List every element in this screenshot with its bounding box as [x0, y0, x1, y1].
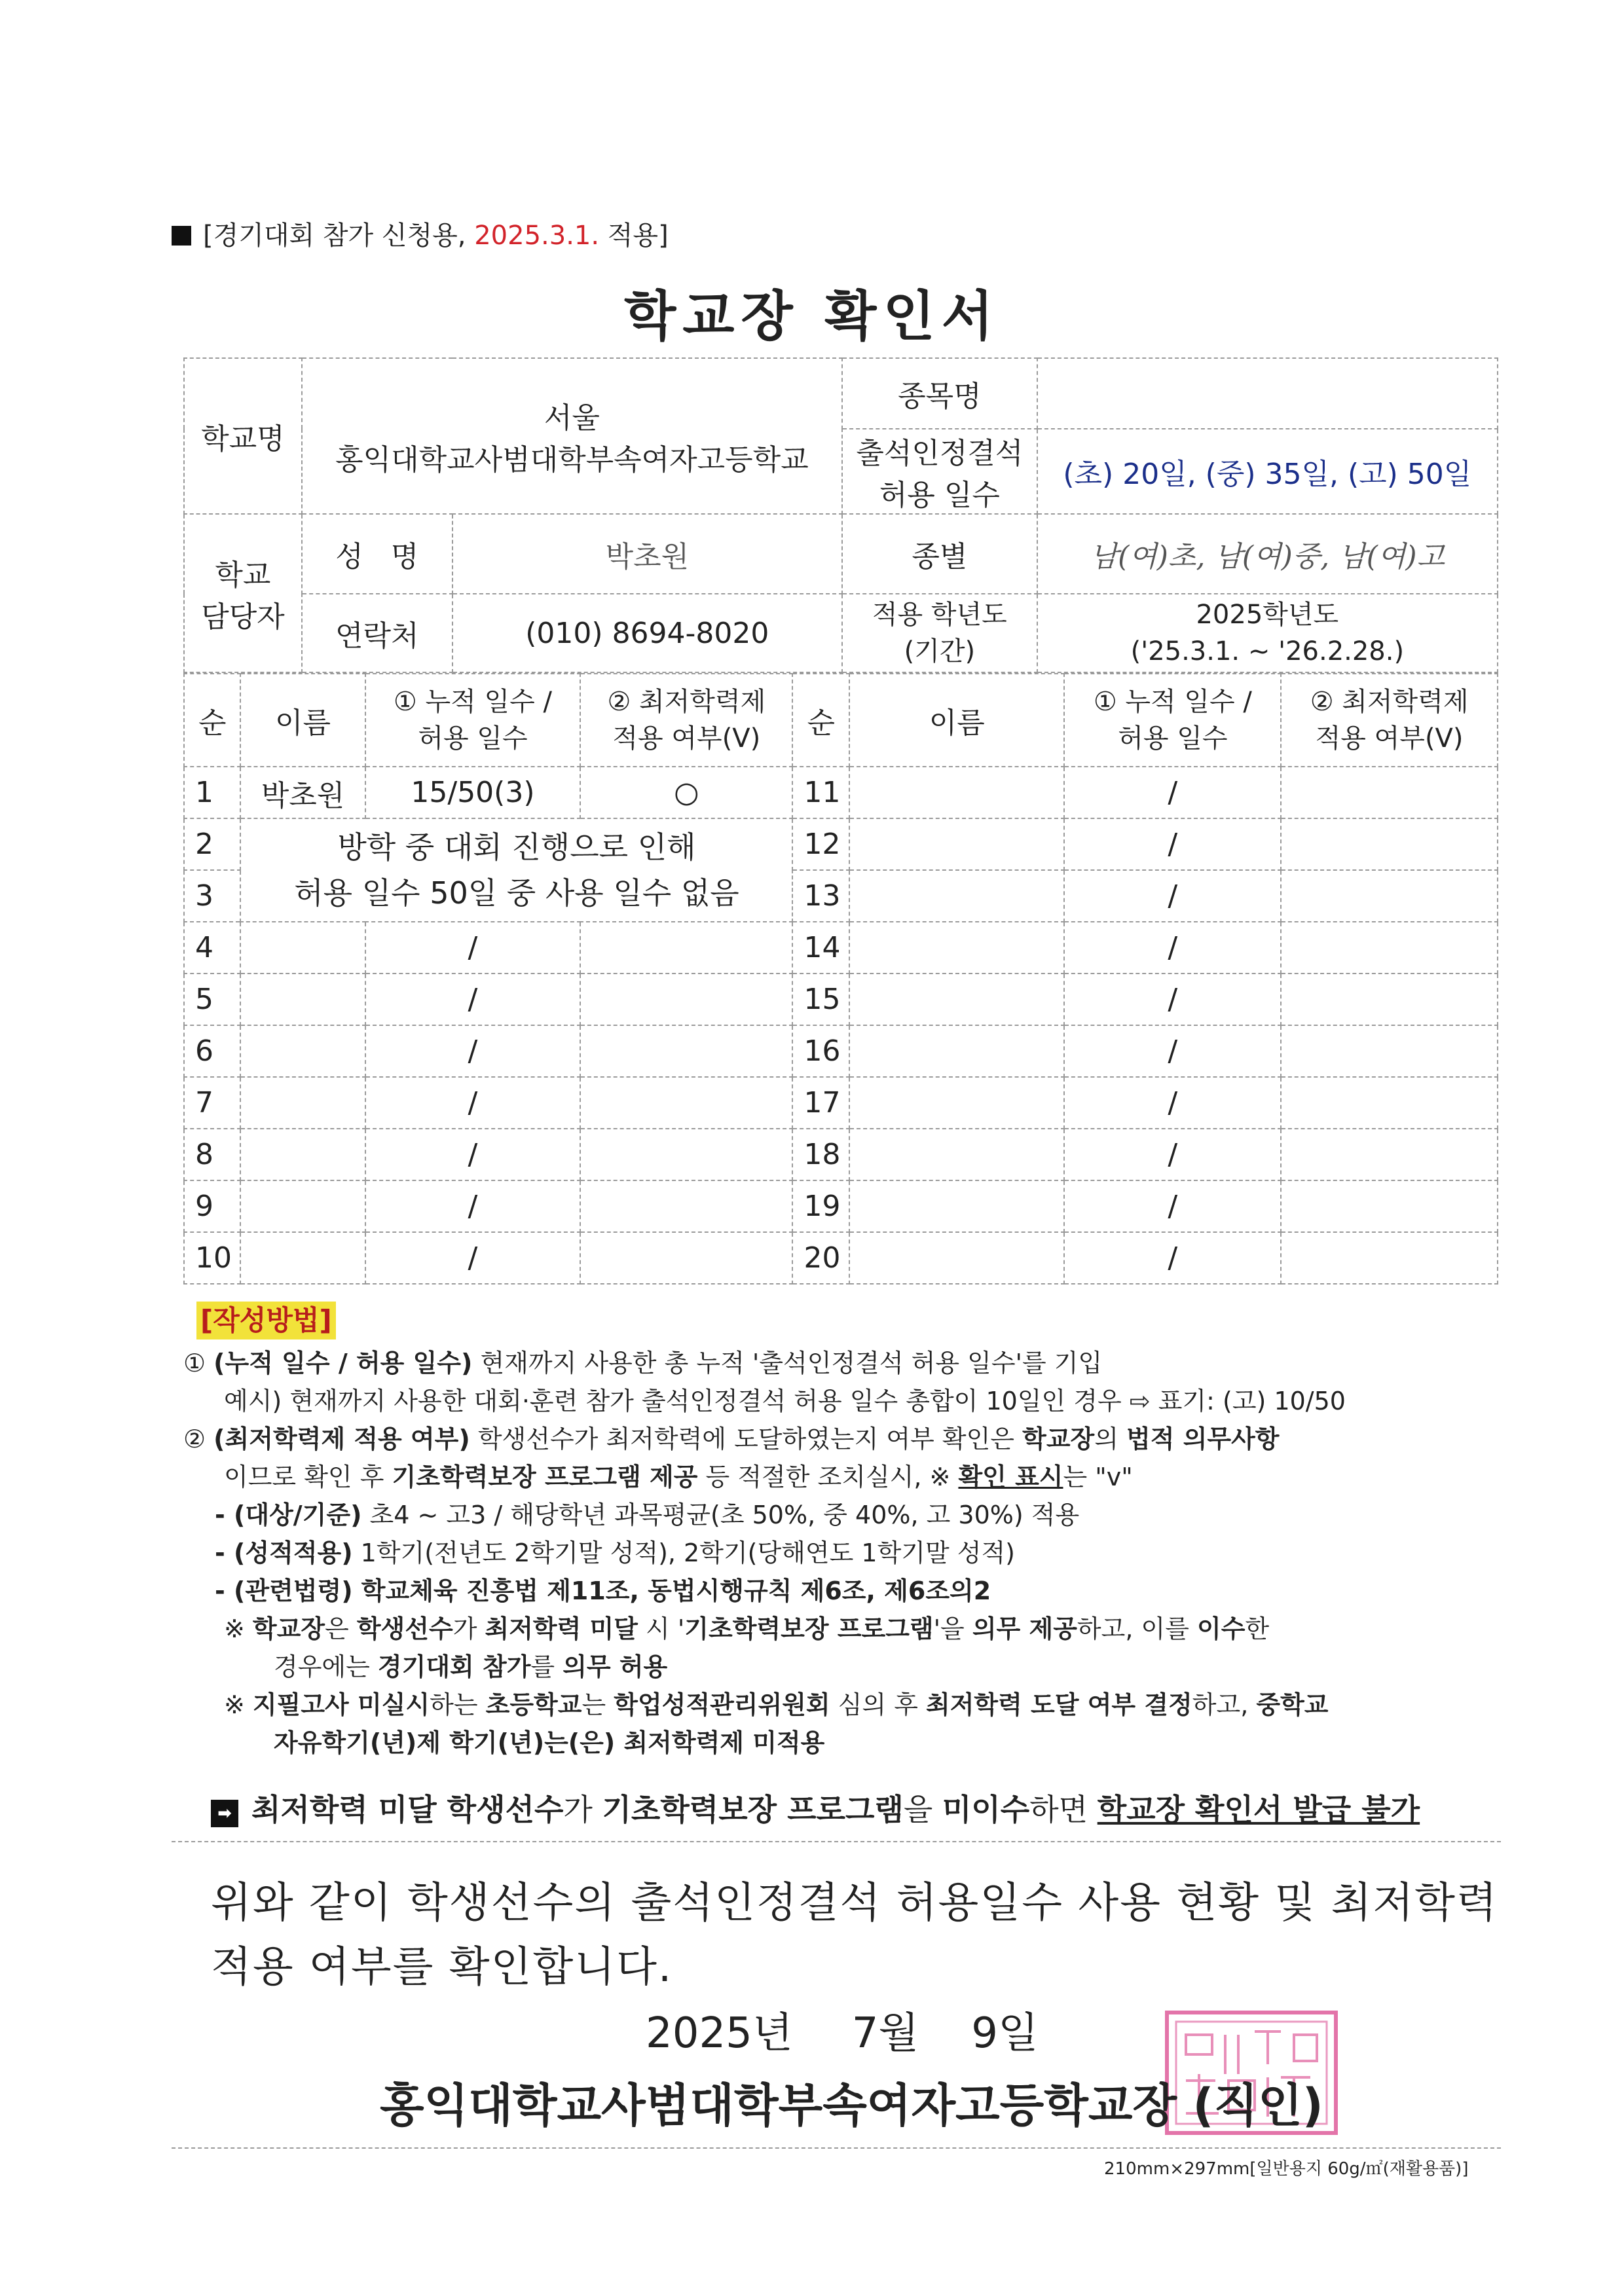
school-name-cell — [302, 358, 842, 514]
paper-spec-footer: 210mm×297mm[일반용지 60g/㎡(재활용품)] — [1104, 2159, 1469, 2179]
row-days[interactable]: / — [1064, 1232, 1281, 1284]
row-min-check[interactable] — [1281, 1077, 1498, 1129]
detail-target: - (대상/기준) 초4 ~ 고3 / 해당학년 과목평균(초 50%, 중 40%, 고 30%) 적용 — [215, 1501, 1080, 1529]
row-min-check[interactable] — [1281, 818, 1498, 870]
handwritten-note — [240, 818, 792, 922]
row-min-check[interactable] — [1281, 1025, 1498, 1077]
year-label: 적용 학년도 (기간) — [842, 594, 1037, 672]
date-month: 7월 — [851, 2009, 919, 2058]
row-days[interactable]: / — [365, 922, 581, 974]
row-days[interactable]: / — [1064, 818, 1281, 870]
note-1: ※ 학교장은 학생선수가 최저학력 미달 시 '기초학력보장 프로그램'을 의무 제공하고, 이를 이수한 — [224, 1614, 1270, 1643]
row-days[interactable]: / — [365, 1025, 581, 1077]
table-row — [184, 922, 1498, 974]
table-row — [184, 1232, 1498, 1284]
row-min-check[interactable] — [580, 1180, 792, 1232]
name-header: 이름 — [849, 674, 1065, 767]
detail-law: - (관련법령) 학교체육 진흥법 제11조, 동법시행규칙 제6조, 제6조의2 — [215, 1576, 991, 1605]
note-2: ※ 지필고사 미실시하는 초등학교는 학업성적관리위원회 심의 후 최저학력 도달 여부 결정하고, 중학교 — [224, 1690, 1329, 1719]
row-min-check[interactable] — [1281, 1180, 1498, 1232]
signer-name: 홍익대학교사범대학부속여자고등학교장 (직인) — [380, 2079, 1323, 2132]
absence-days-value: (초) 20일, (중) 35일, (고) 50일 — [1037, 429, 1498, 514]
manager-label: 학교 담당자 — [184, 514, 302, 672]
row-seq: 3 — [184, 870, 240, 922]
row-name[interactable] — [849, 974, 1065, 1025]
row-seq: 19 — [792, 1180, 849, 1232]
note-2-cont: 자유학기(년)제 학기(년)는(은) 최저학력제 미적용 — [274, 1728, 825, 1757]
table-row — [184, 818, 1498, 870]
row-days[interactable]: / — [365, 1077, 581, 1129]
row-days[interactable]: 15/50(3) — [365, 767, 581, 818]
contact-label: 연락처 — [302, 594, 452, 672]
table-row — [184, 1025, 1498, 1077]
row-min-check[interactable] — [1281, 1232, 1498, 1284]
row-seq: 1 — [184, 767, 240, 818]
instructions — [183, 1302, 1513, 1762]
row-seq: 16 — [792, 1025, 849, 1077]
school-label: 학교명 — [184, 358, 302, 514]
row-days[interactable]: / — [1064, 870, 1281, 922]
row-seq: 10 — [184, 1232, 240, 1284]
page-title: 학교장 확인서 — [624, 285, 1000, 348]
row-min-check[interactable] — [580, 1025, 792, 1077]
row-days[interactable]: / — [365, 1129, 581, 1180]
detail-grade: - (성적적용) 1학기(전년도 2학기말 성적), 2학기(당해연도 1학기말 성적) — [215, 1539, 1016, 1567]
row-min-check[interactable] — [580, 1232, 792, 1284]
row-name[interactable] — [849, 870, 1065, 922]
row-name[interactable] — [849, 922, 1065, 974]
row-seq: 2 — [184, 818, 240, 870]
divider — [172, 2147, 1501, 2149]
row-seq: 17 — [792, 1077, 849, 1129]
table-row — [184, 767, 1498, 818]
contact-value[interactable]: (010) 8694-8020 — [452, 594, 842, 672]
row-name[interactable] — [240, 1129, 365, 1180]
manager-name-label: 성 명 — [302, 514, 452, 594]
school-name: 홍익대학교사범대학부속여자고등학교 — [335, 443, 809, 477]
note-line-2: 허용 일수 50일 중 사용 일수 없음 — [294, 875, 739, 911]
row-days[interactable]: / — [1064, 1077, 1281, 1129]
row-name[interactable] — [240, 974, 365, 1025]
year-value: 2025학년도 ('25.3.1. ~ '26.2.28.) — [1037, 594, 1498, 672]
row-name[interactable]: 박초원 — [240, 767, 365, 818]
row-days[interactable]: / — [1064, 1025, 1281, 1077]
table-row — [184, 1180, 1498, 1232]
type-label: 종별 — [842, 514, 1037, 594]
row-days[interactable]: / — [1064, 767, 1281, 818]
row-seq: 12 — [792, 818, 849, 870]
row-min-check[interactable] — [1281, 1129, 1498, 1180]
table-row — [184, 1077, 1498, 1129]
notice: ➡ 최저학력 미달 학생선수가 기초학력보장 프로그램을 미이수하면 학교장 확인서 발급 불가 — [211, 1786, 1420, 1829]
row-name[interactable] — [849, 1025, 1065, 1077]
row-days[interactable]: / — [1064, 1129, 1281, 1180]
event-label: 종목명 — [842, 358, 1037, 429]
name-header: 이름 — [240, 674, 365, 767]
instruction-1: ① (누적 일수 / 허용 일수) 현재까지 사용한 총 누적 '출석인정결석 허용 일수'를 기입 — [183, 1349, 1103, 1377]
row-name[interactable] — [849, 818, 1065, 870]
row-min-check[interactable] — [1281, 974, 1498, 1025]
row-name[interactable] — [240, 1025, 365, 1077]
row-days[interactable]: / — [1064, 1180, 1281, 1232]
min-header: ② 최저학력제 적용 여부(V) — [1281, 674, 1498, 767]
row-min-check[interactable] — [1281, 767, 1498, 818]
row-days[interactable]: / — [365, 1180, 581, 1232]
instruction-1-example: 예시) 현재까지 사용한 대회·훈련 참가 출석인정결석 허용 일수 총합이 10일인 경우 ⇨ 표기: (고) 10/50 — [224, 1387, 1346, 1415]
row-name[interactable] — [240, 1232, 365, 1284]
row-seq: 18 — [792, 1129, 849, 1180]
row-seq: 14 — [792, 922, 849, 974]
row-min-check[interactable]: ○ — [580, 767, 792, 818]
instruction-2: ② (최저학력제 적용 여부) 학생선수가 최저학력에 도달하였는지 여부 확인은 학교장의 법적 의무사항 — [183, 1425, 1280, 1453]
absence-label: 출석인정결석 허용 일수 — [842, 429, 1037, 514]
row-name[interactable] — [849, 1180, 1065, 1232]
row-days[interactable]: / — [1064, 974, 1281, 1025]
row-seq: 5 — [184, 974, 240, 1025]
square-bullet-icon — [172, 226, 191, 246]
row-seq: 9 — [184, 1180, 240, 1232]
row-name[interactable] — [240, 1077, 365, 1129]
arrow-box-icon: ➡ — [211, 1800, 238, 1827]
row-seq: 20 — [792, 1232, 849, 1284]
note-line-1: 방학 중 대회 진행으로 인해 — [337, 829, 696, 865]
days-header: ① 누적 일수 / 허용 일수 — [1064, 674, 1281, 767]
row-min-check[interactable] — [580, 1129, 792, 1180]
row-seq: 8 — [184, 1129, 240, 1180]
event-value[interactable] — [1037, 358, 1498, 429]
row-min-check[interactable] — [1281, 922, 1498, 974]
manager-name-value[interactable]: 박초원 — [452, 514, 842, 594]
seq-header: 순 — [792, 674, 849, 767]
days-header: ① 누적 일수 / 허용 일수 — [365, 674, 581, 767]
seq-header: 순 — [184, 674, 240, 767]
school-info-table — [183, 357, 1498, 673]
divider — [172, 1841, 1501, 1842]
date-year: 2025년 — [646, 2009, 793, 2058]
table-row — [184, 1129, 1498, 1180]
row-seq: 7 — [184, 1077, 240, 1129]
type-value[interactable]: 남(여)초, 남(여)중, 남(여)고 — [1037, 514, 1498, 594]
row-min-check[interactable] — [1281, 870, 1498, 922]
row-days[interactable]: / — [365, 974, 581, 1025]
table-row — [184, 974, 1498, 1025]
instructions-heading: [작성방법] — [196, 1302, 336, 1339]
instruction-2-cont: 이므로 확인 후 기초학력보장 프로그램 제공 등 적절한 조치실시, ※ 확인 표시는 "v" — [224, 1463, 1133, 1491]
confirmation-text: 위와 같이 학생선수의 출석인정결석 허용일수 사용 현황 및 최저학력 적용 여부를 확인합니다. — [211, 1879, 1498, 1992]
note-1-cont: 경우에는 경기대회 참가를 의무 허용 — [274, 1652, 668, 1681]
row-name[interactable] — [240, 922, 365, 974]
row-min-check[interactable] — [580, 1077, 792, 1129]
min-header: ② 최저학력제 적용 여부(V) — [580, 674, 792, 767]
header-note: [경기대회 참가 신청용, 2025.3.1. 적용] — [172, 215, 669, 252]
issue-date — [646, 1999, 1039, 2060]
row-min-check[interactable] — [580, 974, 792, 1025]
row-seq: 6 — [184, 1025, 240, 1077]
row-seq: 11 — [792, 767, 849, 818]
row-seq: 4 — [184, 922, 240, 974]
row-name[interactable] — [849, 1129, 1065, 1180]
row-name[interactable] — [849, 1232, 1065, 1284]
row-seq: 15 — [792, 974, 849, 1025]
row-days[interactable]: / — [365, 1232, 581, 1284]
student-table — [183, 673, 1498, 1285]
row-name[interactable] — [849, 1077, 1065, 1129]
row-min-check[interactable] — [580, 922, 792, 974]
header-date: 2025.3.1. — [474, 221, 600, 251]
school-region: 서울 — [544, 401, 600, 435]
row-days[interactable]: / — [1064, 922, 1281, 974]
row-name[interactable] — [849, 767, 1065, 818]
row-seq: 13 — [792, 870, 849, 922]
date-day: 9일 — [971, 2009, 1039, 2058]
row-name[interactable] — [240, 1180, 365, 1232]
